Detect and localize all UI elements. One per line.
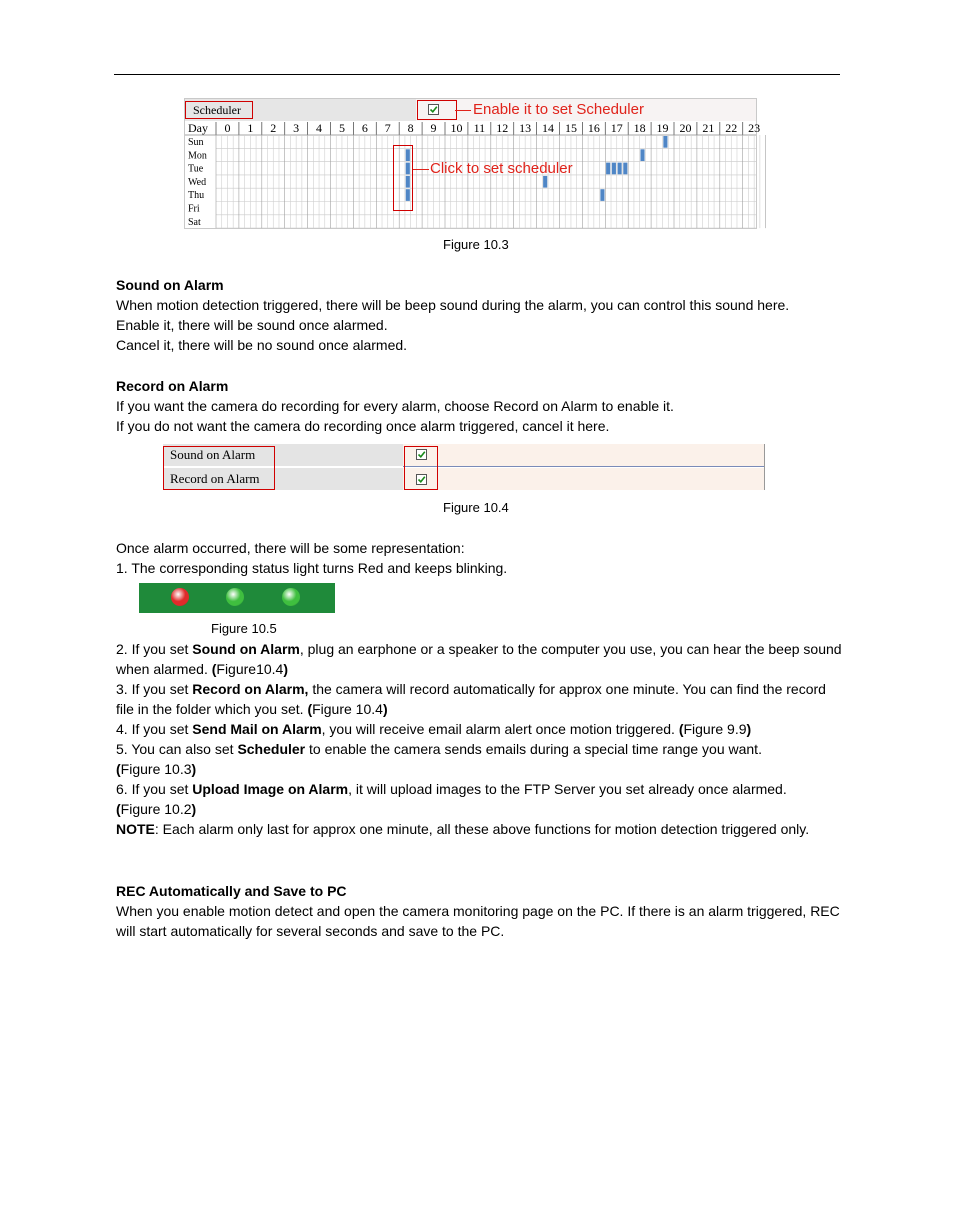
item-3-ref: Figure 10.4: [312, 701, 383, 717]
item-2-open-paren: (: [211, 661, 217, 677]
record-section: [116, 376, 842, 436]
rec-text: When you enable motion detect and open the camera monitoring page on the PC. If there is an alarm triggered, REC will start automatically for several seconds and save to the PC.: [116, 903, 840, 939]
figure-10-4-caption: Figure 10.4: [443, 500, 509, 515]
annotation-click: [413, 161, 573, 177]
item-6-open-paren: (: [116, 801, 121, 817]
representation-section: [116, 538, 842, 578]
day-label-fri: Fri: [188, 203, 200, 215]
hour-label-21: 21: [702, 121, 715, 135]
hour-label-8: 8: [407, 121, 414, 135]
item-2-bold: Sound on Alarm: [192, 641, 300, 657]
sound-line-2: Enable it, there will be sound once alarmed.: [116, 317, 388, 333]
hour-label-18: 18: [633, 121, 646, 135]
hour-label-0: 0: [224, 121, 231, 135]
selected-cell-tue[interactable]: [618, 163, 622, 175]
record-heading: Record on Alarm: [116, 378, 229, 394]
item-3-close-paren: ): [382, 701, 388, 717]
item-6-close-paren: ): [191, 801, 197, 817]
item-6-post: , it will upload images to the FTP Server you set already once alarmed.: [348, 781, 787, 797]
hour-label-20: 20: [679, 121, 692, 135]
item-6-bold: Upload Image on Alarm: [192, 781, 349, 797]
status-light-green-icon: [226, 588, 244, 606]
hour-label-16: 16: [587, 121, 600, 135]
item-4: [116, 719, 842, 739]
selected-cell-sun[interactable]: [663, 136, 667, 148]
selected-cell-tue[interactable]: [612, 163, 616, 175]
scheduler-enable-checkbox[interactable]: [428, 104, 439, 115]
representation-intro: Once alarm occurred, there will be some representation:: [116, 540, 465, 556]
item-6: [116, 779, 842, 819]
hour-label-19: 19: [656, 121, 669, 135]
hour-label-14: 14: [542, 121, 555, 135]
hour-label-10: 10: [450, 121, 463, 135]
hour-label-12: 12: [496, 121, 509, 135]
item-2-ref: Figure10.4: [216, 661, 284, 677]
item-2-pre: 2. If you set: [116, 641, 193, 657]
checkboxes-highlight: [404, 446, 438, 490]
figure-10-5-caption: Figure 10.5: [211, 621, 277, 636]
annotation-click-line: [413, 169, 429, 170]
hour-label-7: 7: [384, 121, 391, 135]
sound-section: [116, 275, 842, 355]
hour-label-13: 13: [519, 121, 532, 135]
note: [116, 819, 842, 839]
alarm-options-figure: [163, 444, 765, 490]
item-2: [116, 639, 842, 679]
item-5-close-paren: ): [191, 761, 197, 777]
day-label-sat: Sat: [188, 216, 201, 228]
item-5: [116, 739, 842, 779]
annotation-enable-line: [455, 110, 471, 111]
status-light-bar: [139, 583, 335, 613]
figure-10-3-caption: Figure 10.3: [443, 237, 509, 252]
item-3-open-paren: (: [307, 701, 313, 717]
sound-heading: Sound on Alarm: [116, 277, 224, 293]
hour-label-22: 22: [725, 121, 738, 135]
item-3: [116, 679, 842, 719]
item-4-ref: Figure 9.9: [683, 721, 747, 737]
day-label-sun: Sun: [188, 137, 204, 148]
scheduler-column-highlight: [393, 145, 413, 211]
hour-label-5: 5: [338, 121, 345, 135]
day-label-tue: Tue: [188, 163, 204, 175]
representation-item-1: 1. The corresponding status light turns Red and keeps blinking.: [116, 560, 508, 576]
sound-line-1: When motion detection triggered, there will be beep sound during the alarm, you can control this sound here.: [116, 297, 790, 313]
labels-highlight: [163, 446, 275, 490]
hour-label-2: 2: [270, 121, 277, 135]
item-5-pre: 5. You can also set: [116, 741, 238, 757]
scheduler-label: Scheduler: [193, 103, 241, 117]
item-5-post: to enable the camera sends emails during a special time range you want.: [305, 741, 762, 757]
annotation-click-text: Click to set scheduler: [430, 160, 573, 177]
hour-label-15: 15: [564, 121, 577, 135]
record-on-alarm-value: [403, 468, 765, 490]
day-label-wed: Wed: [188, 176, 207, 188]
record-line-1: If you want the camera do recording for every alarm, choose Record on Alarm to enable it.: [116, 398, 674, 414]
item-5-bold: Scheduler: [237, 741, 306, 757]
hour-label-11: 11: [473, 121, 486, 135]
selected-cell-tue[interactable]: [623, 163, 627, 175]
item-5-open-paren: (: [116, 761, 121, 777]
record-on-alarm-label: Record on Alarm: [163, 468, 403, 490]
item-4-close-paren: ): [746, 721, 752, 737]
day-label-mon: Mon: [188, 150, 207, 162]
item-3-bold: Record on Alarm,: [192, 681, 309, 697]
note-label: NOTE: [116, 821, 155, 837]
item-4-post: , you will receive email alarm alert once motion triggered.: [321, 721, 679, 737]
item-6-ref: Figure 10.2: [120, 801, 192, 817]
hour-label-9: 9: [430, 121, 437, 135]
status-light-red-icon: [171, 588, 189, 606]
item-2-close-paren: ): [283, 661, 288, 677]
hour-label-1: 1: [247, 121, 254, 135]
record-line-2: If you do not want the camera do recording once alarm triggered, cancel it here.: [116, 418, 610, 434]
hour-label-3: 3: [293, 121, 300, 135]
header-rule: [114, 74, 840, 75]
sound-line-3: Cancel it, there will be no sound once alarmed.: [116, 337, 408, 353]
alarm-items-section: [116, 639, 842, 839]
rec-heading: REC Automatically and Save to PC: [116, 883, 347, 899]
selected-cell-thu[interactable]: [600, 189, 604, 201]
hour-label-6: 6: [361, 121, 368, 135]
hour-label-23: 23: [748, 121, 761, 135]
item-5-ref: Figure 10.3: [120, 761, 192, 777]
item-3-pre: 3. If you set: [116, 681, 193, 697]
selected-cell-wed[interactable]: [543, 176, 547, 188]
day-label-thu: Thu: [188, 190, 205, 202]
rec-section: [116, 881, 842, 941]
annotation-enable: [455, 102, 644, 118]
selected-cell-tue[interactable]: [606, 163, 610, 175]
note-text: : Each alarm only last for approx one minute, all these above functions for motion detection triggered only.: [154, 821, 810, 837]
figure-right-border: [764, 444, 765, 490]
item-4-open-paren: (: [678, 721, 684, 737]
row-divider: [403, 466, 765, 467]
selected-cell-mon[interactable]: [640, 149, 644, 161]
item-6-pre: 6. If you set: [116, 781, 193, 797]
hour-label-17: 17: [610, 121, 623, 135]
hour-label-4: 4: [316, 121, 323, 135]
item-4-pre: 4. If you set: [116, 721, 193, 737]
item-4-bold: Send Mail on Alarm: [192, 721, 322, 737]
day-header: Day: [188, 121, 208, 135]
item-3-post: the camera will record automatically for approx one minute. You can find the record file in the folder which you set.: [116, 681, 826, 717]
sound-on-alarm-label: Sound on Alarm: [163, 444, 403, 466]
sound-on-alarm-value: [403, 444, 765, 466]
annotation-enable-text: Enable it to set Scheduler: [473, 101, 644, 118]
status-light-green-icon-2: [282, 588, 300, 606]
item-2-post: , plug an earphone or a speaker to the computer you use, you can hear the beep sound when alarmed.: [116, 641, 842, 677]
